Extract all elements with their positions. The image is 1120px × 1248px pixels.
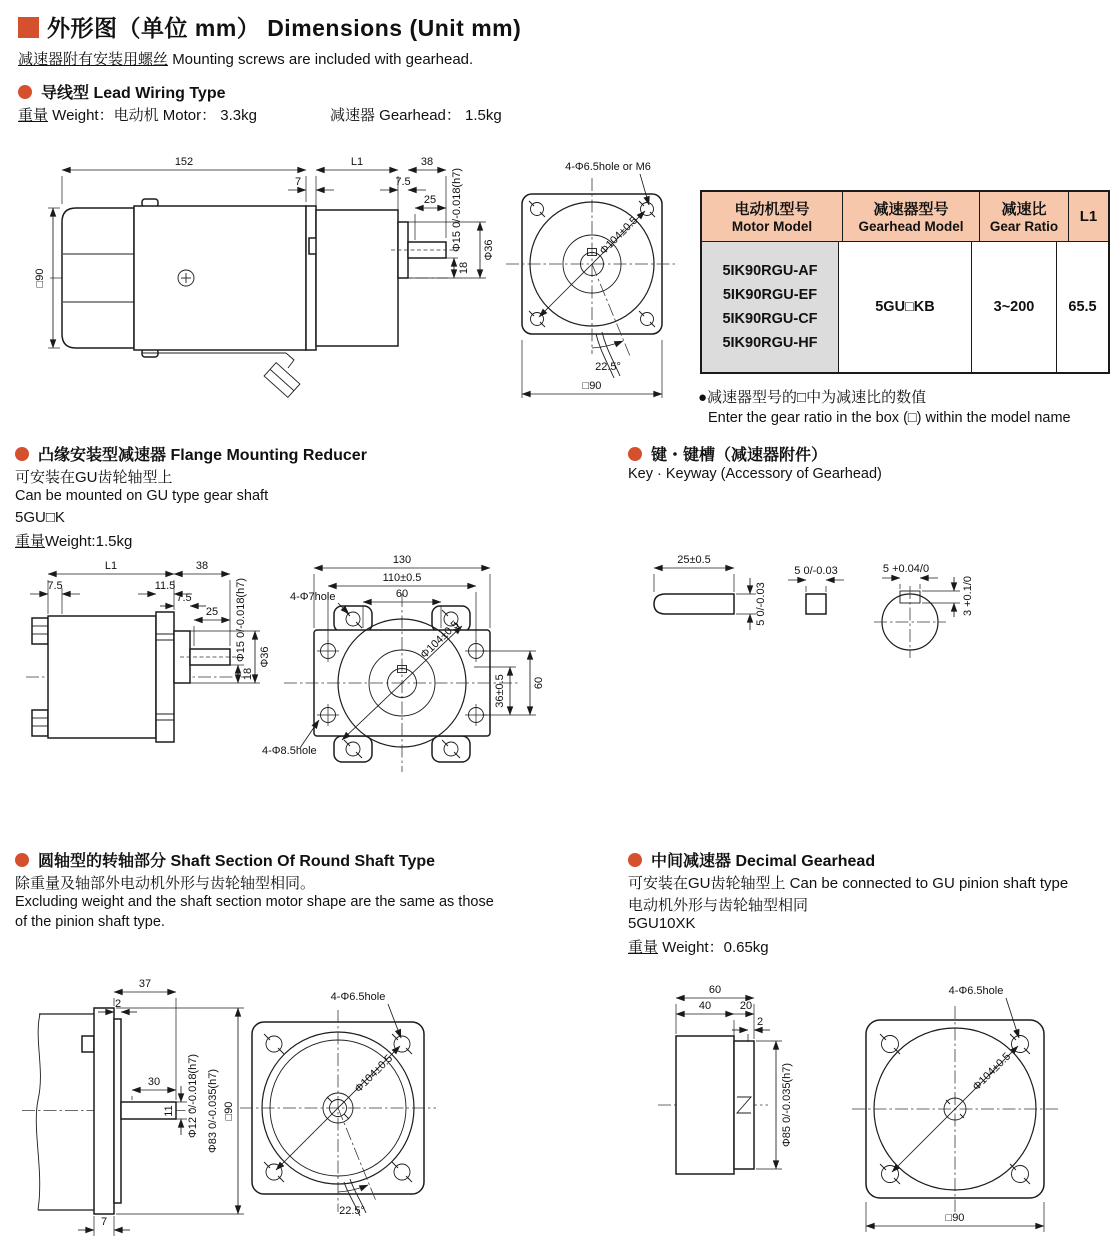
lead-wiring-side-view-drawing	[34, 146, 495, 418]
table-note-en: Enter the gear ratio in the box (□) within the model name	[708, 410, 1071, 426]
weight-label: 重量	[18, 107, 49, 124]
dim-sq90: □90	[34, 268, 46, 288]
section-round-shaft-en: Shaft Section Of Round Shaft Type	[170, 853, 436, 870]
dim-bolt-circle: Φ104±0.5	[352, 1052, 396, 1096]
page-subtitle	[18, 48, 473, 69]
dim-pilot-dia: Φ83 0/-0.035(h7)	[207, 1069, 219, 1153]
page-title-zh: 外形图（单位 mm）	[47, 15, 261, 41]
model-table	[700, 190, 1110, 374]
dim-36: 36±0.5	[494, 674, 506, 708]
dim-38: 38	[420, 156, 434, 168]
dim-60-right: 60	[533, 676, 545, 690]
cell-gearhead-model: 5GU□KB	[839, 242, 972, 372]
label-bottom-holes: 4-Φ8.5hole	[262, 745, 317, 757]
dim-shaft-dia: Φ15 0/-0.018(h7)	[235, 578, 247, 662]
section-flange	[15, 442, 367, 465]
dim-130: 130	[392, 554, 412, 566]
label-holes: 4-Φ6.5hole	[948, 985, 1004, 997]
cell-gear-ratio: 3~200	[972, 242, 1057, 372]
dim-18: 18	[242, 667, 254, 681]
label-holes: 4-Φ6.5hole	[330, 991, 386, 1003]
dim-20: 20	[739, 1000, 753, 1012]
dim-key-height: 5 0/-0.03	[755, 582, 767, 626]
flange-weight-label: 重量	[15, 533, 46, 550]
connector	[264, 363, 300, 398]
th-l1: L1	[1069, 192, 1108, 241]
dim-60: 60	[708, 984, 722, 996]
section-lead-wiring-zh: 导线型	[41, 85, 90, 102]
section-decimal	[628, 848, 875, 871]
dim-angle: 22.5°	[339, 1205, 365, 1217]
dim-37: 37	[138, 978, 152, 990]
round-shaft-side-view-drawing	[20, 978, 248, 1242]
decimal-weight-label: 重量	[628, 939, 659, 956]
flange-line4	[15, 530, 132, 551]
section-decimal-en: Decimal Gearhead	[735, 853, 876, 870]
dim-boss-dia: Φ36	[483, 239, 495, 261]
dim-7-5b: 7.5	[176, 592, 192, 604]
flange-weight-value: Weight:1.5kg	[45, 533, 133, 550]
dim-18: 18	[458, 261, 470, 275]
table-header-row	[702, 192, 1108, 242]
section-keyway-zh: 键・键槽（减速器附件）	[651, 447, 828, 464]
page-title	[47, 10, 521, 43]
bullet-icon	[18, 85, 32, 99]
dim-slot-width: 5 +0.04/0	[882, 563, 930, 575]
part-outline	[50, 199, 458, 397]
section-round-shaft	[15, 848, 435, 871]
dim-110: 110±0.5	[382, 572, 422, 584]
cell-motor-models	[702, 242, 839, 372]
dim-L1: L1	[350, 156, 364, 168]
weight-motor: Weight：电动机 Motor： 3.3kg	[48, 107, 257, 124]
cell-l1: 65.5	[1068, 299, 1097, 315]
th-gearhead-model: 减速器型号 Gearhead Model	[843, 192, 980, 241]
flange-side-view-drawing	[22, 554, 284, 792]
lead-wiring-front-view-drawing	[492, 154, 692, 412]
flange-front-view-drawing	[262, 554, 545, 804]
table-body-row	[702, 242, 1108, 372]
bullet-icon	[628, 447, 642, 461]
part-outline	[26, 612, 249, 742]
section-lead-wiring-en: Lead Wiring Type	[93, 85, 226, 102]
dim-7: 7	[294, 176, 302, 188]
dim-40: 40	[698, 1000, 712, 1012]
dim-152: 152	[174, 156, 194, 168]
section-lead-wiring	[18, 80, 225, 103]
dim-bolt-circle: Φ104±0.5	[970, 1050, 1014, 1094]
bullet-icon	[15, 447, 29, 461]
dim-angle: 22.5°	[595, 361, 621, 373]
bullet-icon	[15, 853, 29, 867]
key-keyway-drawing	[638, 534, 983, 664]
page-title-en: Dimensions (Unit mm)	[267, 15, 522, 41]
flange-line1: 可安装在GU齿轮轴型上	[15, 469, 173, 486]
dim-7: 7	[100, 1216, 108, 1228]
dim-2: 2	[756, 1016, 764, 1028]
decimal-line2: 电动机外形与齿轮轴型相同	[628, 897, 809, 914]
section-flange-zh: 凸缘安装型减速器	[38, 447, 167, 464]
dim-sq90: □90	[223, 1101, 235, 1121]
dim-bolt-circle: Φ104±0.5	[597, 214, 641, 258]
dim-pilot-dia: Φ85 0/-0.035(h7)	[781, 1063, 793, 1147]
dim-L1: L1	[104, 560, 118, 572]
dim-key-width: 5 0/-0.03	[794, 565, 838, 577]
dim-7-5: 7.5	[395, 176, 411, 188]
dim-sq90: □90	[582, 380, 602, 392]
th-motor-model: 电动机型号 Motor Model	[702, 192, 843, 241]
weight-line	[18, 104, 257, 125]
table-note	[698, 386, 1071, 426]
key-side-view	[654, 554, 767, 630]
part-outline	[240, 1010, 436, 1216]
table-note-zh: ●减速器型号的□中为减速比的数值	[698, 389, 927, 406]
round-shaft-line3: of the pinion shaft type.	[15, 914, 165, 930]
round-shaft-line1: 除重量及轴部外电动机外形与齿轮轴型相同。	[15, 875, 316, 892]
dim-25: 25	[205, 606, 219, 618]
dim-shaft-dia: Φ12 0/-0.018(h7)	[187, 1054, 199, 1138]
decimal-weight-value: Weight：0.65kg	[658, 939, 769, 956]
motor-model: 5IK90RGU-AF	[722, 263, 818, 279]
dim-2: 2	[114, 998, 122, 1010]
dim-11: 11	[163, 1105, 175, 1117]
motor-model: 5IK90RGU-CF	[722, 311, 818, 327]
decimal-line3: 5GU10XK	[628, 915, 696, 932]
dim-25: 25	[423, 194, 437, 206]
dim-key-length: 25±0.5	[677, 554, 711, 566]
dim-shaft-dia: Φ15 0/-0.018(h7)	[451, 168, 463, 252]
round-shaft-front-view-drawing	[230, 986, 448, 1244]
flange-line2: Can be mounted on GU type gear shaft	[15, 488, 269, 504]
page-subtitle-zh: 减速器附有安装用螺丝	[18, 51, 169, 68]
decimal-line4	[628, 936, 769, 957]
dim-7-5a: 7.5	[47, 580, 63, 592]
part-outline	[658, 1036, 768, 1174]
shaft-keyway-view	[874, 563, 974, 658]
section-keyway-en: Key · Keyway (Accessory of Gearhead)	[628, 466, 882, 482]
bullet-icon	[628, 853, 642, 867]
dim-sq90: □90	[945, 1212, 965, 1224]
motor-model: 5IK90RGU-HF	[722, 335, 818, 351]
key-section-view	[788, 565, 844, 614]
section-keyway	[628, 442, 827, 465]
round-shaft-line2: Excluding weight and the shaft section motor shape are the same as those	[15, 894, 494, 910]
flange-line3: 5GU□K	[15, 509, 65, 526]
dim-30: 30	[147, 1076, 161, 1088]
dim-11-5: 11.5	[154, 580, 176, 592]
dim-bolt-circle: Φ104±0.5	[418, 618, 462, 661]
page-subtitle-en: Mounting screws are included with gearhead.	[172, 51, 474, 68]
label-top-holes: 4-Φ7hole	[290, 591, 336, 603]
section-round-shaft-zh: 圆轴型的转轴部分	[38, 853, 167, 870]
dim-slot-depth: 3 +0.1/0	[962, 575, 974, 617]
dim-38: 38	[195, 560, 209, 572]
dim-boss-dia: Φ36	[259, 646, 271, 668]
section-decimal-zh: 中间减速器	[651, 853, 732, 870]
motor-model: 5IK90RGU-EF	[722, 287, 818, 303]
label-holes: 4-Φ6.5hole or M6	[565, 161, 651, 173]
section-flange-en: Flange Mounting Reducer	[170, 447, 367, 464]
decimal-front-view-drawing	[840, 980, 1102, 1246]
dim-60-top: 60	[395, 588, 409, 600]
title-marker-square	[18, 17, 39, 38]
th-gear-ratio: 减速比 Gear Ratio	[980, 192, 1069, 241]
decimal-line1: 可安装在GU齿轮轴型上 Can be connected to GU pinion shaft type	[628, 875, 1069, 892]
weight-gearhead: 减速器 Gearhead： 1.5kg	[330, 107, 502, 124]
